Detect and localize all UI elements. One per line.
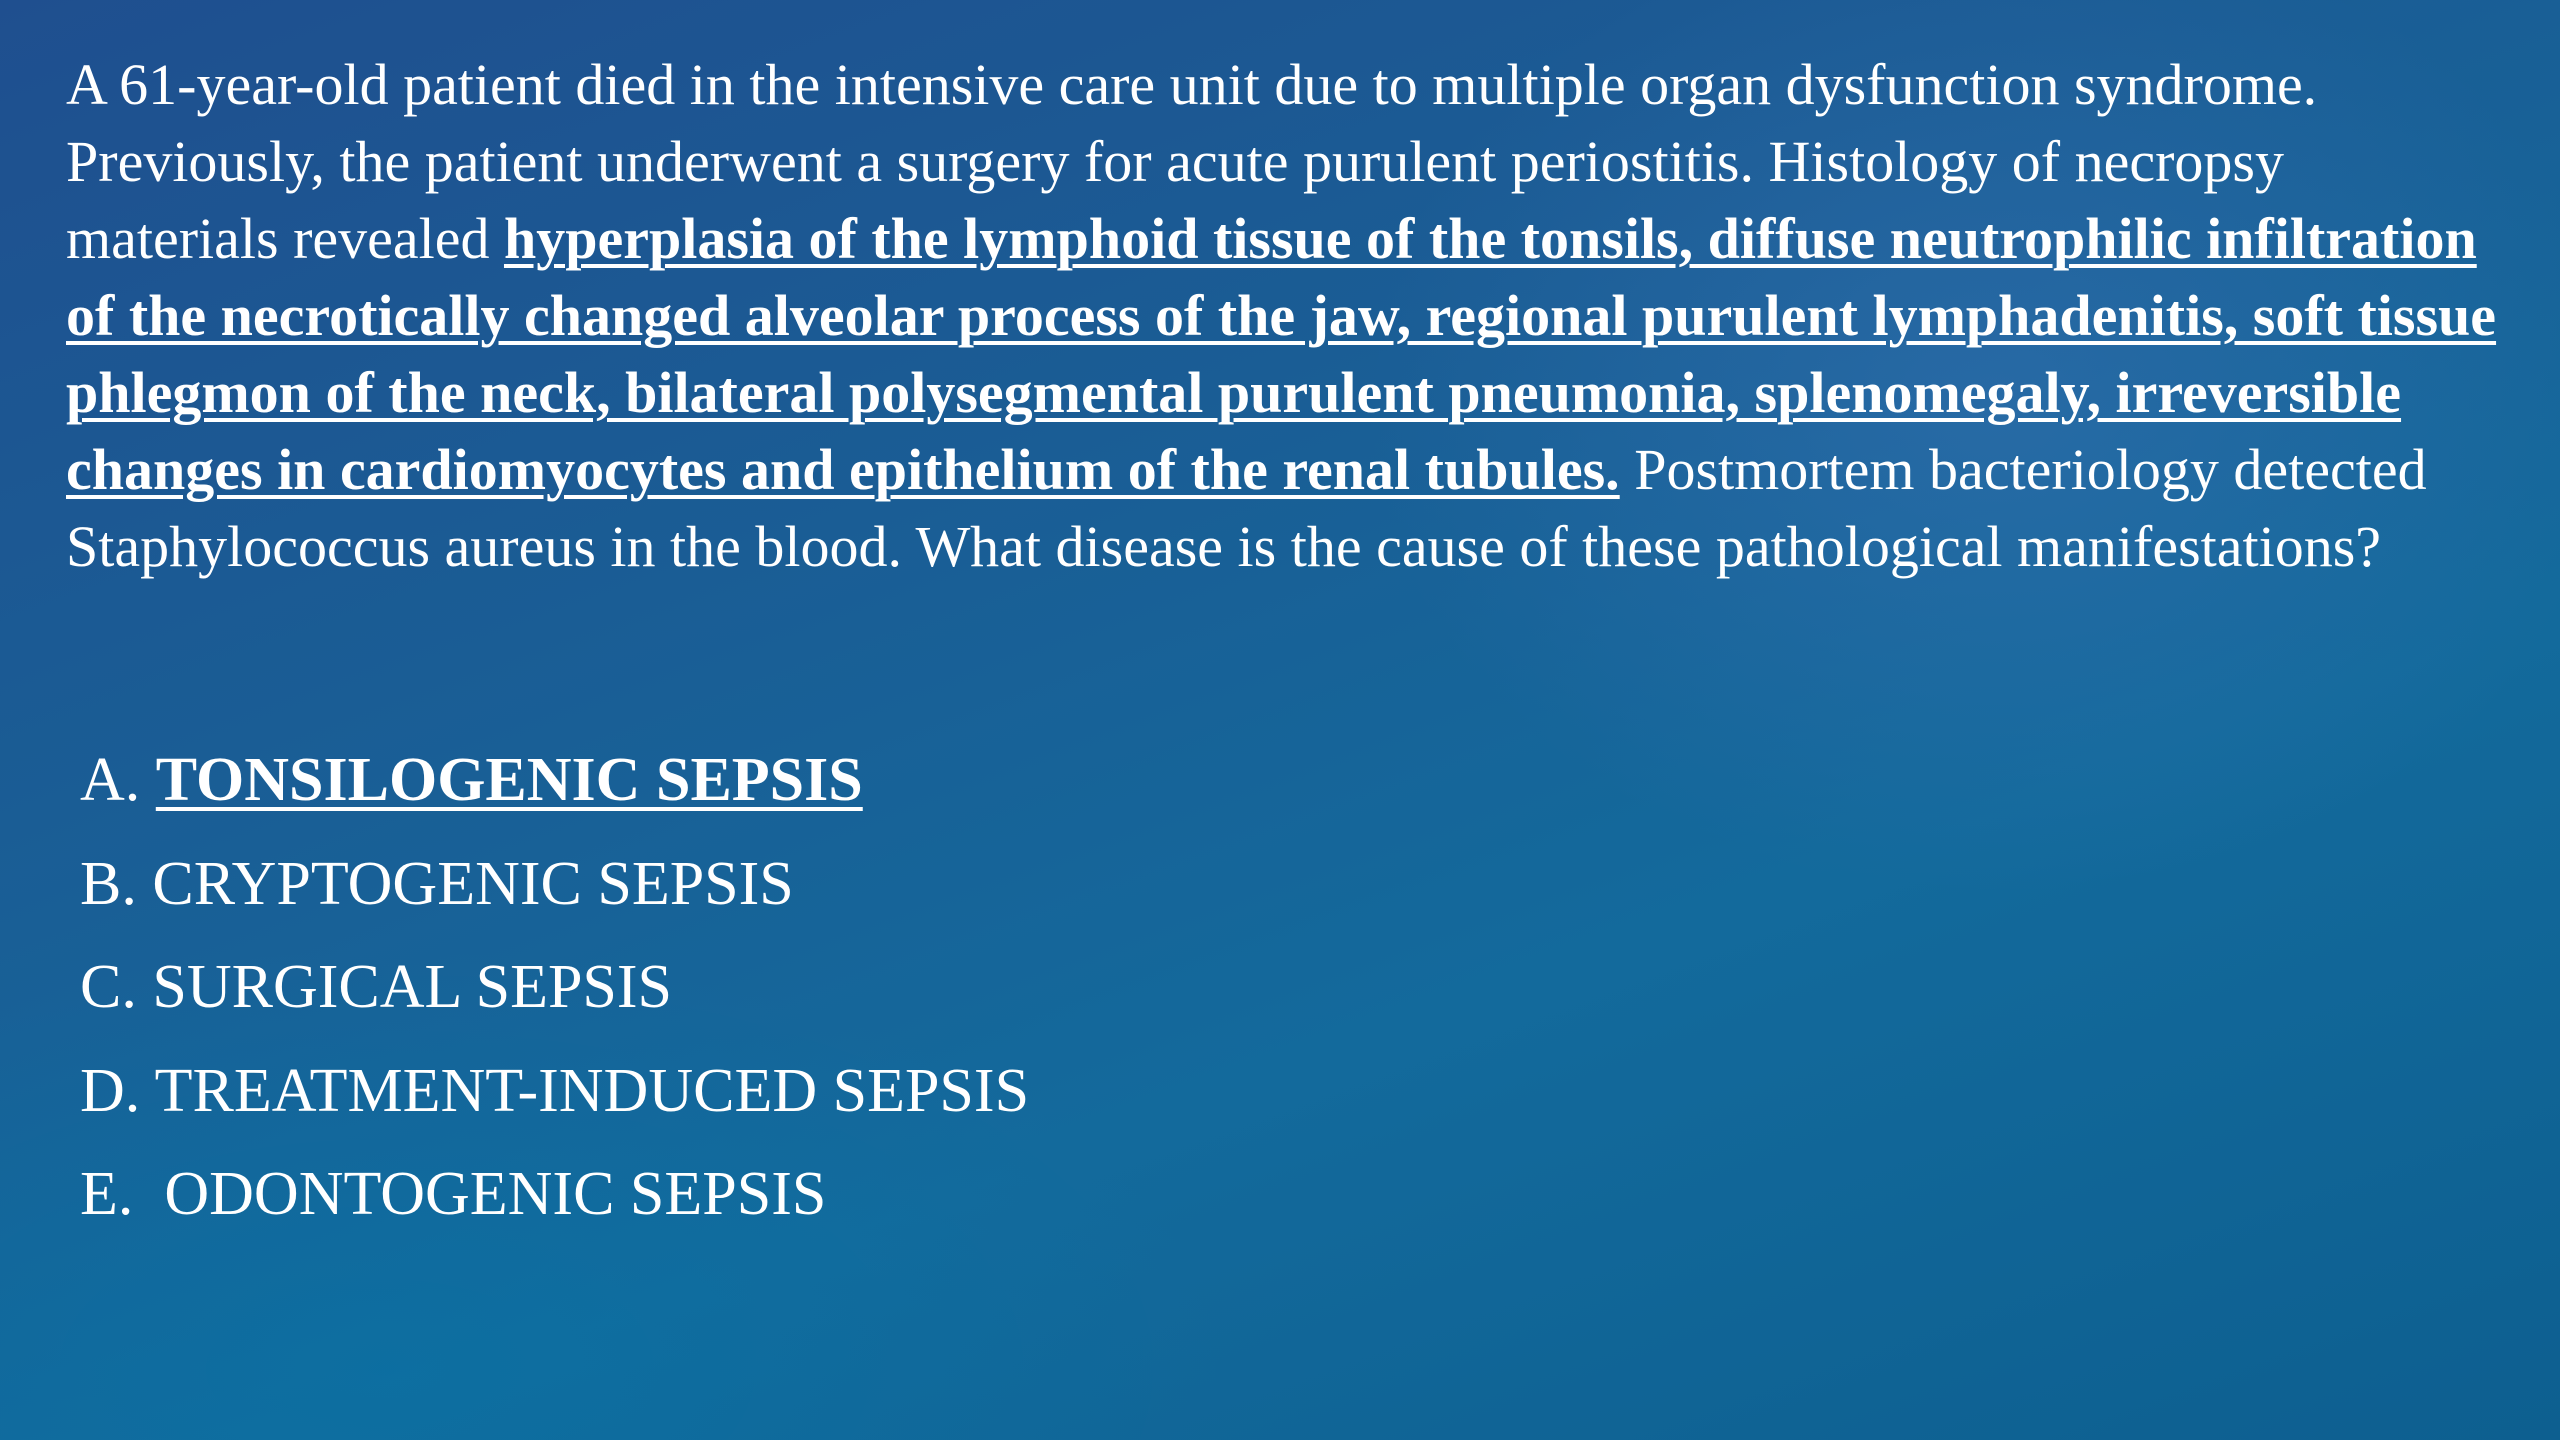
option-text: CRYPTOGENIC SEPSIS bbox=[152, 849, 794, 918]
option-a[interactable] bbox=[80, 740, 1029, 844]
answer-options bbox=[80, 740, 1029, 1258]
option-d[interactable] bbox=[80, 1051, 1029, 1155]
option-text-correct: TONSILOGENIC SEPSIS bbox=[155, 746, 863, 814]
option-letter: B. bbox=[80, 849, 153, 918]
option-letter: A. bbox=[80, 746, 156, 814]
option-letter: C. bbox=[80, 953, 153, 1021]
option-e[interactable] bbox=[80, 1154, 1029, 1258]
option-text: ODONTOGENIC SEPSIS bbox=[164, 1160, 827, 1228]
question-intro: A 61-year-old patient died in the intensive care unit due to multiple organ dysfunction syndrome. Previously, the patient underwent a surgery for acute purulent periostitis. Histology of necropsy materials revealed bbox=[66, 52, 2318, 271]
question-text bbox=[66, 46, 2506, 585]
option-letter: D. bbox=[80, 1056, 155, 1125]
option-letter: E. bbox=[80, 1160, 165, 1228]
option-b[interactable] bbox=[80, 844, 1029, 948]
option-text: TREATMENT-INDUCED SEPSIS bbox=[154, 1056, 1030, 1125]
option-c[interactable] bbox=[80, 947, 1029, 1051]
question-outro: Postmortem bacteriology detected Staphylococcus aureus in the blood. What disease is the cause of these pathological manifestations? bbox=[66, 437, 2427, 579]
question-key-findings: hyperplasia of the lymphoid tissue of the tonsils, diffuse neutrophilic infiltration of the necrotically changed alveolar process of the jaw, regional purulent lymphadenitis, soft tissue phlegmon of the neck, bilateral polysegmental purulent pneumonia, splenomegaly, irreversible changes in cardiomyocytes and epithelium of the renal tubules. bbox=[66, 206, 2497, 502]
option-text: SURGICAL SEPSIS bbox=[152, 953, 673, 1021]
